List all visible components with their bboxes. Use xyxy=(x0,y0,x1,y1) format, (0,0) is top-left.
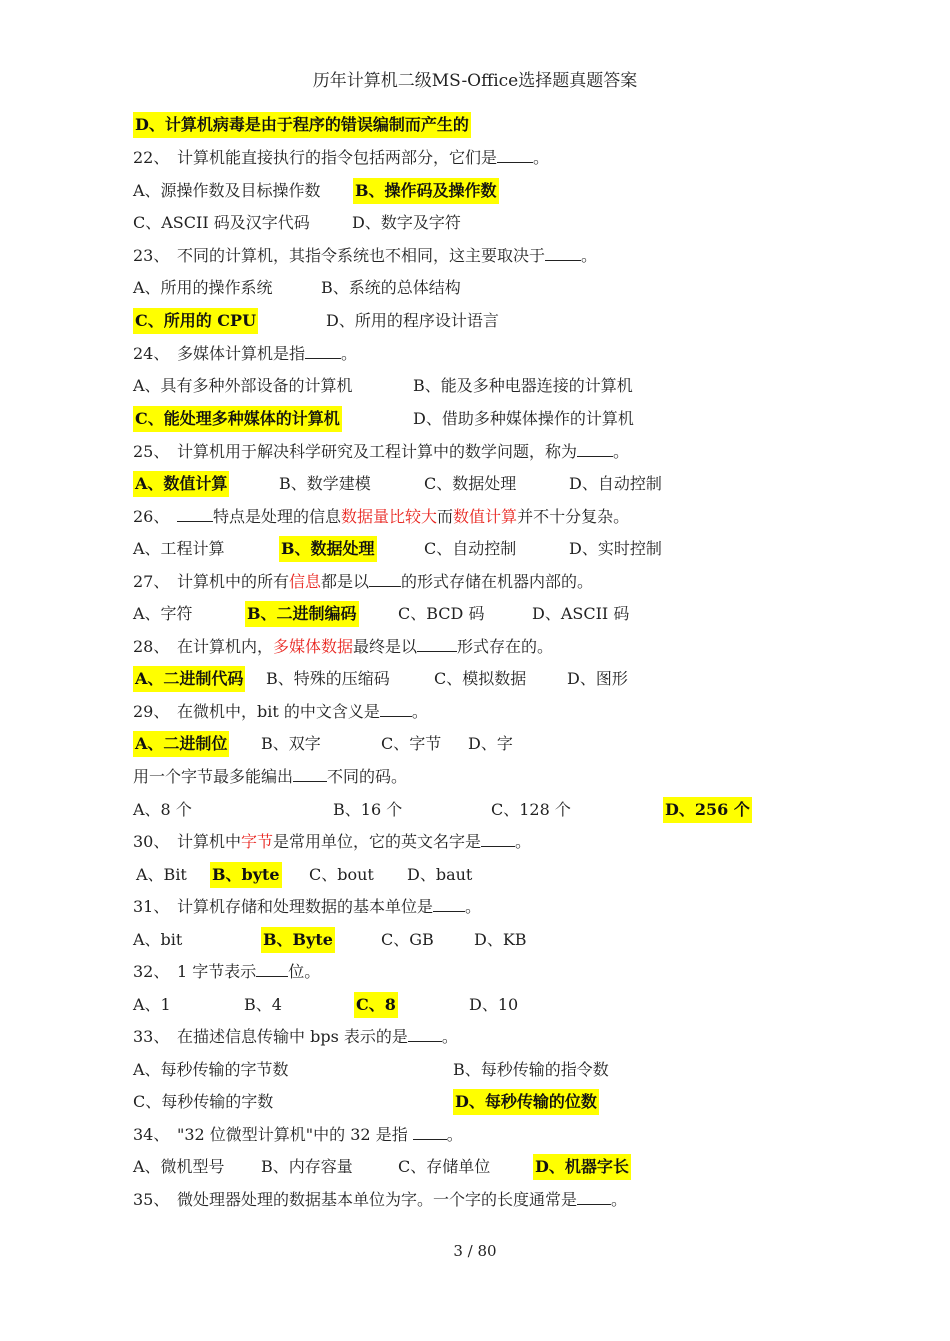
text-run: C、自动控制 xyxy=(424,539,517,558)
text-segment xyxy=(491,797,571,823)
text-run: A、1 xyxy=(133,995,171,1014)
text-segment xyxy=(424,471,516,497)
text-segment xyxy=(261,731,321,757)
text-run: 。 xyxy=(411,702,428,721)
text-run: A、数值计算 xyxy=(135,474,228,493)
text-segment xyxy=(133,178,321,204)
text-run: B、双字 xyxy=(261,734,321,753)
text-run: 特点是处理的信息 xyxy=(213,507,342,526)
answer-blank xyxy=(408,1026,442,1042)
text-segment xyxy=(468,731,513,757)
text-run: 。 xyxy=(341,344,358,363)
question-number: 34、 xyxy=(133,1125,170,1144)
text-run: A、微机型号 xyxy=(133,1157,225,1176)
text-run: B、能及多种电器连接的计算机 xyxy=(413,376,633,395)
text-segment xyxy=(133,992,171,1018)
highlighted-answer xyxy=(354,992,398,1018)
highlighted-answer xyxy=(133,731,229,757)
text-run: D、实时控制 xyxy=(569,539,662,558)
text-run: 计算机中 xyxy=(177,832,242,851)
page-number: 3 / 80 xyxy=(453,1242,497,1260)
text-run: 多媒体计算机是指 xyxy=(177,344,306,363)
text-run: 并不十分复杂。 xyxy=(517,507,630,526)
question-number: 25、 xyxy=(133,442,170,461)
emphasized-term: 数据量比较大 xyxy=(341,507,438,526)
question-number: 24、 xyxy=(133,344,170,363)
text-run: 。 xyxy=(581,246,598,265)
text-segment xyxy=(133,1089,273,1115)
text-run: 在计算机内， xyxy=(177,637,274,656)
text-run: 不同的码。 xyxy=(327,767,408,786)
text-run: A、二进制位 xyxy=(135,734,228,753)
text-run: D、所用的程序设计语言 xyxy=(326,311,499,330)
emphasized-term: 字节 xyxy=(241,832,274,851)
text-run: 。 xyxy=(611,1190,628,1209)
question-number: 35、 xyxy=(133,1190,170,1209)
text-segment xyxy=(569,536,662,562)
text-segment xyxy=(133,1187,627,1213)
text-segment xyxy=(133,210,310,236)
text-run: C、模拟数据 xyxy=(434,669,527,688)
text-segment xyxy=(569,471,662,497)
text-segment xyxy=(279,471,371,497)
highlighted-answer xyxy=(133,308,258,334)
emphasized-term: 多媒体数据 xyxy=(273,637,354,656)
text-segment xyxy=(434,666,526,692)
text-run: C、8 xyxy=(356,995,396,1014)
text-segment xyxy=(567,666,628,692)
text-run: C、128 个 xyxy=(491,800,571,819)
text-segment xyxy=(133,504,629,530)
text-run: C、每秒传输的字数 xyxy=(133,1092,274,1111)
text-run: 形式存在的。 xyxy=(457,637,554,656)
text-segment xyxy=(133,145,549,171)
answer-blank xyxy=(256,961,288,977)
text-run: A、所用的操作系统 xyxy=(133,278,273,297)
text-segment xyxy=(398,601,484,627)
highlighted-answer xyxy=(133,471,229,497)
text-run: B、操作码及操作数 xyxy=(355,181,497,200)
text-run: C、BCD 码 xyxy=(398,604,485,623)
text-run: D、10 xyxy=(469,995,519,1014)
text-segment xyxy=(413,373,633,399)
text-run: A、二进制代码 xyxy=(135,669,244,688)
text-run: 。 xyxy=(515,832,532,851)
question-number: 29、 xyxy=(133,702,170,721)
text-run: 用一个字节最多能编出 xyxy=(133,767,294,786)
text-run: 在微机中，bit 的中文含义是 xyxy=(177,702,380,721)
text-segment xyxy=(133,699,428,725)
text-run: 1 字节表示 xyxy=(177,962,257,981)
text-segment xyxy=(381,927,434,953)
question-number: 23、 xyxy=(133,246,170,265)
text-run: D、baut xyxy=(407,865,473,884)
text-run: B、系统的总体结构 xyxy=(321,278,461,297)
answer-blank xyxy=(369,571,401,587)
highlighted-answer xyxy=(210,862,282,888)
answer-blank xyxy=(497,147,533,163)
answer-blank xyxy=(433,896,465,912)
text-segment xyxy=(133,275,273,301)
text-segment xyxy=(133,569,593,595)
answer-blank xyxy=(417,636,457,652)
highlighted-answer xyxy=(245,601,359,627)
text-segment xyxy=(133,634,553,660)
text-run: B、数学建模 xyxy=(279,474,371,493)
text-run: C、bout xyxy=(309,865,374,884)
answer-blank xyxy=(177,506,213,522)
text-run: 。 xyxy=(441,1027,458,1046)
text-segment xyxy=(136,862,187,888)
text-segment xyxy=(133,243,597,269)
text-segment xyxy=(133,1057,289,1083)
text-run: C、数据处理 xyxy=(424,474,517,493)
text-segment xyxy=(321,275,461,301)
text-segment xyxy=(407,862,472,888)
answer-blank xyxy=(545,245,581,261)
text-segment xyxy=(133,536,225,562)
text-run: A、源操作数及目标操作数 xyxy=(133,181,321,200)
text-run: B、每秒传输的指令数 xyxy=(453,1060,609,1079)
question-number: 32、 xyxy=(133,962,170,981)
text-segment xyxy=(532,601,629,627)
highlighted-answer xyxy=(133,666,245,692)
text-run: D、每秒传输的位数 xyxy=(455,1092,597,1111)
answer-blank xyxy=(481,831,515,847)
highlighted-answer xyxy=(279,536,377,562)
text-segment xyxy=(133,894,481,920)
text-run: B、数据处理 xyxy=(281,539,375,558)
text-run: D、数字及字符 xyxy=(352,213,461,232)
text-segment xyxy=(133,959,320,985)
text-run: D、机器字长 xyxy=(535,1157,629,1176)
text-run: B、byte xyxy=(212,865,280,884)
text-segment xyxy=(333,797,402,823)
highlighted-answer xyxy=(133,406,342,432)
text-run: A、字符 xyxy=(133,604,193,623)
page-header-title: 历年计算机二级MS-Office选择题真题答案 xyxy=(312,71,638,91)
question-number: 28、 xyxy=(133,637,170,656)
text-run: A、bit xyxy=(133,930,183,949)
text-segment xyxy=(453,1057,609,1083)
highlighted-answer xyxy=(353,178,499,204)
text-run: 计算机存储和处理数据的基本单位是 xyxy=(177,897,434,916)
emphasized-term: 数值计算 xyxy=(453,507,518,526)
text-run: "32 位微型计算机"中的 32 是指 xyxy=(177,1125,413,1144)
text-segment xyxy=(398,1154,490,1180)
answer-blank xyxy=(380,701,412,717)
text-run: 在描述信息传输中 bps 表示的是 xyxy=(177,1027,408,1046)
text-run: C、存储单位 xyxy=(398,1157,491,1176)
text-segment xyxy=(133,341,357,367)
answer-blank xyxy=(577,1189,611,1205)
text-run: C、ASCII 码及汉字代码 xyxy=(133,213,310,232)
text-run: C、GB xyxy=(381,930,434,949)
text-segment xyxy=(413,406,634,432)
text-segment xyxy=(133,1024,458,1050)
text-segment xyxy=(133,439,629,465)
text-run: 的形式存储在机器内部的。 xyxy=(401,572,594,591)
text-run: 不同的计算机，其指令系统也不相同，这主要取决于 xyxy=(177,246,546,265)
text-run: 。 xyxy=(533,148,550,167)
text-run: B、Byte xyxy=(263,930,333,949)
text-segment xyxy=(326,308,499,334)
text-run: 。 xyxy=(465,897,482,916)
text-segment xyxy=(133,373,353,399)
text-run: 计算机中的所有 xyxy=(177,572,290,591)
text-run: B、16 个 xyxy=(333,800,403,819)
text-run: D、图形 xyxy=(567,669,628,688)
answer-blank xyxy=(293,766,327,782)
highlighted-answer xyxy=(261,927,335,953)
text-segment xyxy=(133,927,182,953)
text-segment xyxy=(133,1122,463,1148)
text-run: B、二进制编码 xyxy=(247,604,357,623)
text-run: A、8 个 xyxy=(133,800,192,819)
text-run: D、字 xyxy=(468,734,513,753)
question-number: 30、 xyxy=(133,832,170,851)
text-segment xyxy=(424,536,516,562)
highlighted-answer xyxy=(133,112,471,138)
text-run: B、内存容量 xyxy=(261,1157,353,1176)
text-segment xyxy=(133,601,193,627)
text-run: 都是以 xyxy=(321,572,370,591)
text-segment xyxy=(133,797,192,823)
text-run: 位。 xyxy=(288,962,321,981)
text-run: 。 xyxy=(613,442,630,461)
text-run: D、256 个 xyxy=(665,800,750,819)
highlighted-answer xyxy=(533,1154,631,1180)
text-segment xyxy=(133,764,407,790)
text-run: C、能处理多种媒体的计算机 xyxy=(135,409,340,428)
answer-blank xyxy=(305,343,341,359)
text-run: D、ASCII 码 xyxy=(532,604,630,623)
text-run: C、所用的 CPU xyxy=(135,311,257,330)
text-run: 。 xyxy=(446,1125,463,1144)
text-run: B、4 xyxy=(244,995,282,1014)
text-run: 而 xyxy=(437,507,454,526)
text-run: A、工程计算 xyxy=(133,539,225,558)
question-number: 33、 xyxy=(133,1027,170,1046)
text-run: 计算机用于解决科学研究及工程计算中的数学问题，称为 xyxy=(177,442,578,461)
text-segment xyxy=(469,992,518,1018)
answer-blank xyxy=(577,441,613,457)
text-run: D、借助多种媒体操作的计算机 xyxy=(413,409,634,428)
text-segment xyxy=(266,666,390,692)
text-run: D、KB xyxy=(474,930,527,949)
highlighted-answer xyxy=(663,797,752,823)
question-number: 22、 xyxy=(133,148,170,167)
text-run: D、自动控制 xyxy=(569,474,662,493)
text-run: A、Bit xyxy=(136,865,187,884)
text-run: 微处理器处理的数据基本单位为字。一个字的长度通常是 xyxy=(177,1190,578,1209)
text-segment xyxy=(261,1154,353,1180)
answer-blank xyxy=(413,1124,447,1140)
text-run: 最终是以 xyxy=(353,637,418,656)
highlighted-answer xyxy=(453,1089,599,1115)
text-run: B、特殊的压缩码 xyxy=(266,669,390,688)
text-run: A、具有多种外部设备的计算机 xyxy=(133,376,353,395)
emphasized-term: 信息 xyxy=(289,572,322,591)
text-run: 是常用单位，它的英文名字是 xyxy=(273,832,482,851)
text-segment xyxy=(133,829,531,855)
question-number: 31、 xyxy=(133,897,170,916)
question-number: 26、 xyxy=(133,507,170,526)
text-run: D、计算机病毒是由于程序的错误编制而产生的 xyxy=(135,115,469,134)
text-segment xyxy=(352,210,461,236)
text-segment xyxy=(381,731,441,757)
question-number: 27、 xyxy=(133,572,170,591)
text-run: C、字节 xyxy=(381,734,442,753)
text-segment xyxy=(309,862,374,888)
text-segment xyxy=(133,1154,225,1180)
text-run: A、每秒传输的字节数 xyxy=(133,1060,289,1079)
text-run: 计算机能直接执行的指令包括两部分，它们是 xyxy=(177,148,498,167)
text-segment xyxy=(474,927,527,953)
text-segment xyxy=(244,992,282,1018)
